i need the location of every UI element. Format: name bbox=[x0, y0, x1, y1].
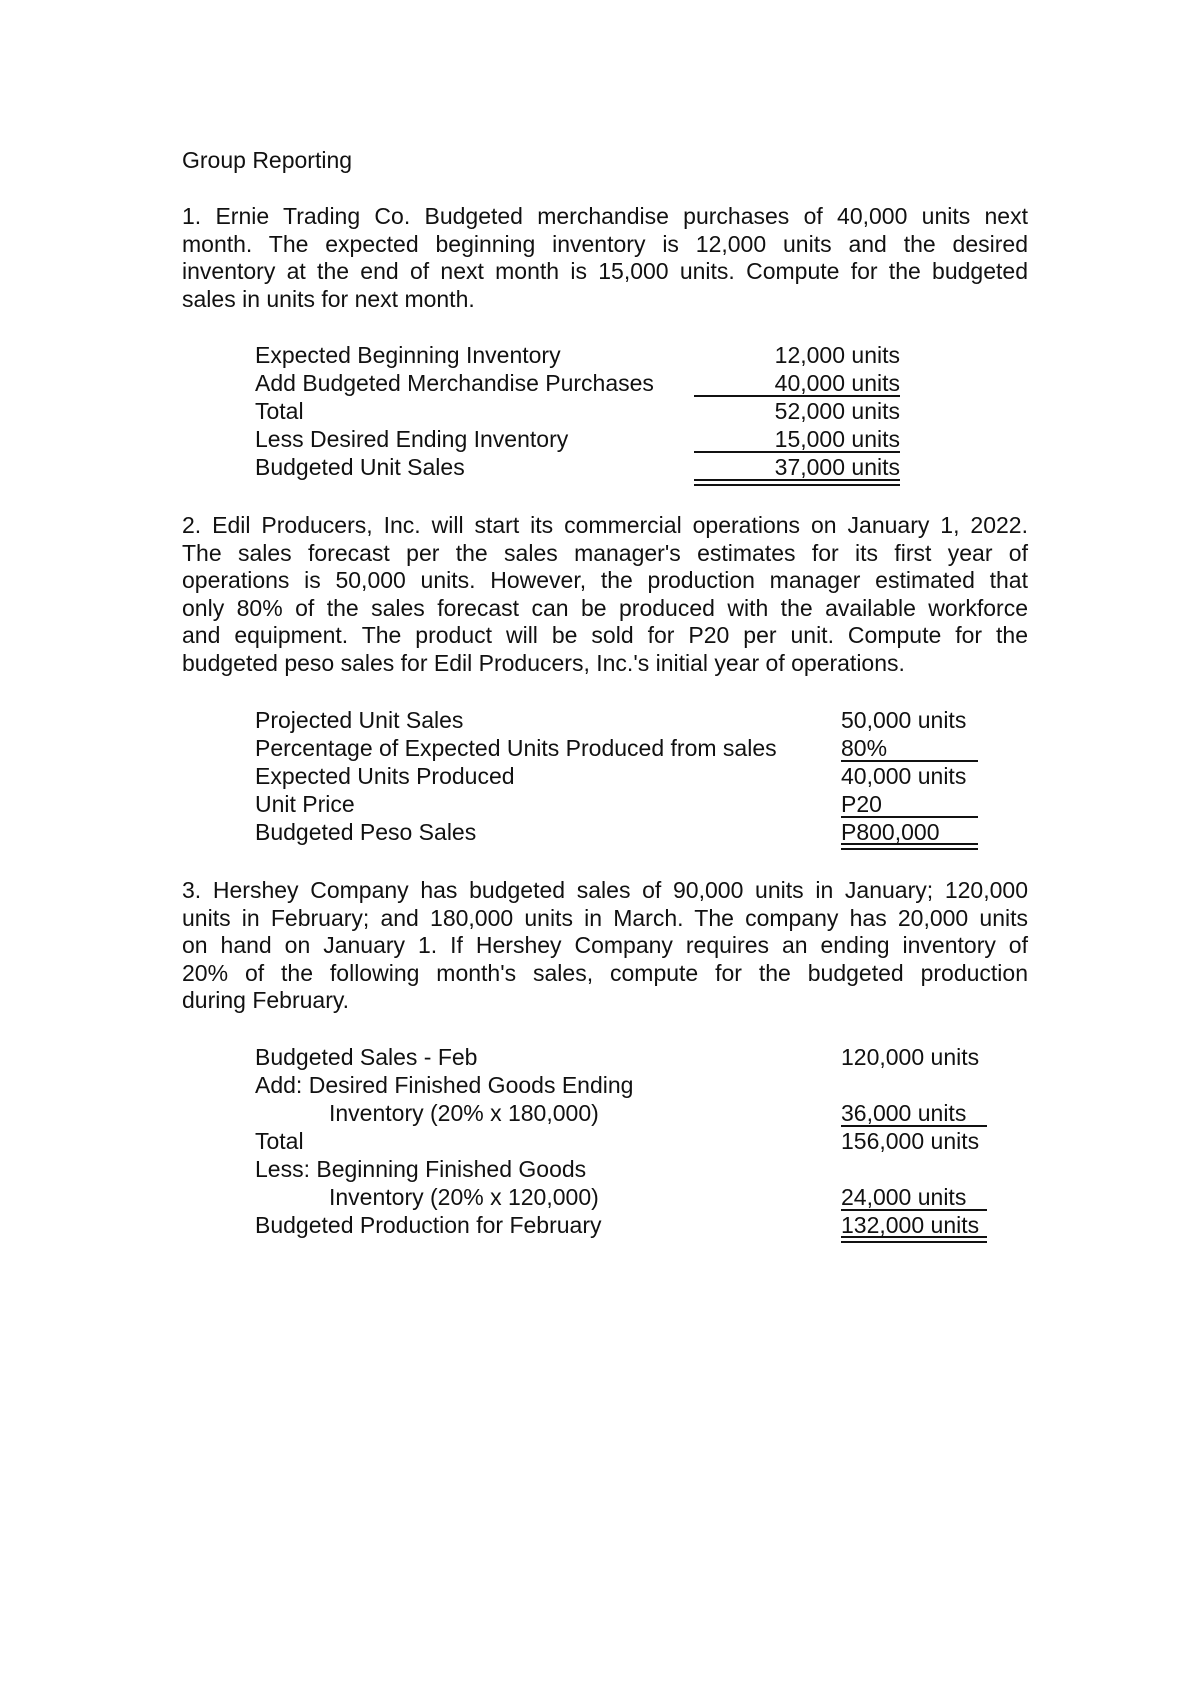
row-value: 156,000 units bbox=[841, 1128, 980, 1154]
row-label: Budgeted Sales - Feb bbox=[255, 1044, 478, 1070]
problem-3-line: on hand on January 1. If Hershey Company requires an ending inventory of bbox=[182, 932, 1028, 959]
row-value: 132,000 units bbox=[841, 1212, 980, 1238]
row-value: 80% bbox=[841, 735, 888, 761]
table-row bbox=[0, 1127, 1200, 1155]
problem-1-line: month. The expected beginning inventory is 12,000 units and the desired bbox=[182, 230, 1028, 257]
table-row bbox=[0, 1155, 1200, 1183]
total-double-underline bbox=[841, 1236, 987, 1243]
subtotal-underline bbox=[841, 760, 978, 762]
row-value: 50,000 units bbox=[841, 707, 967, 733]
problem-1-text bbox=[182, 203, 1028, 313]
problem-3-line: during February. bbox=[182, 987, 350, 1014]
total-double-underline bbox=[841, 843, 978, 850]
table-row bbox=[0, 1099, 1200, 1127]
row-label: Total bbox=[255, 1128, 304, 1154]
table-row bbox=[0, 341, 1200, 369]
problem-3-line: 3. Hershey Company has budgeted sales of 90,000 units in January; 120,000 bbox=[182, 877, 1028, 903]
row-value: 40,000 units bbox=[774, 370, 900, 396]
row-label: Percentage of Expected Units Produced from sales bbox=[255, 735, 777, 761]
problem-2-line: budgeted peso sales for Edil Producers, Inc.'s initial year of operations. bbox=[182, 649, 905, 676]
row-label: Budgeted Unit Sales bbox=[255, 454, 465, 480]
table-row bbox=[0, 706, 1200, 734]
table-row bbox=[0, 397, 1200, 425]
table-row bbox=[0, 453, 1200, 481]
problem-1-line: inventory at the end of next month is 15,000 units. Compute for the budgeted bbox=[182, 258, 1028, 285]
subtotal-underline bbox=[841, 1125, 987, 1127]
table-row bbox=[0, 369, 1200, 397]
row-value: 36,000 units bbox=[841, 1100, 967, 1126]
row-value: 52,000 units bbox=[774, 398, 900, 424]
document-title: Group Reporting bbox=[182, 147, 353, 173]
problem-3-line: 20% of the following month's sales, compute for the budgeted production bbox=[182, 959, 1028, 986]
row-value: 12,000 units bbox=[774, 342, 900, 368]
problem-3-line: units in February; and 180,000 units in March. The company has 20,000 units bbox=[182, 904, 1028, 931]
row-value: P20 bbox=[841, 791, 882, 817]
row-value: 40,000 units bbox=[841, 763, 967, 789]
table-row bbox=[0, 818, 1200, 846]
problem-1-line: 1. Ernie Trading Co. Budgeted merchandise purchases of 40,000 units next bbox=[182, 203, 1028, 229]
row-label: Unit Price bbox=[255, 791, 355, 817]
row-label: Expected Beginning Inventory bbox=[255, 342, 561, 368]
row-label: Inventory (20% x 120,000) bbox=[329, 1184, 599, 1210]
row-label: Less: Beginning Finished Goods bbox=[255, 1156, 587, 1182]
problem-3-text bbox=[182, 877, 1028, 1015]
table-row bbox=[0, 734, 1200, 762]
row-label: Budgeted Peso Sales bbox=[255, 819, 477, 845]
table-row bbox=[0, 1183, 1200, 1211]
row-value: 120,000 units bbox=[841, 1044, 980, 1070]
problem-2-line: The sales forecast per the sales manager's estimates for its first year of bbox=[182, 539, 1028, 566]
subtotal-underline bbox=[841, 816, 978, 818]
table-row bbox=[0, 1071, 1200, 1099]
problem-2-line: 2. Edil Producers, Inc. will start its commercial operations on January 1, 2022. bbox=[182, 512, 1028, 538]
row-label: Less Desired Ending Inventory bbox=[255, 426, 569, 452]
problem-2-line: only 80% of the sales forecast can be produced with the available workforce bbox=[182, 594, 1028, 621]
row-value: P800,000 bbox=[841, 819, 940, 845]
table-row bbox=[0, 425, 1200, 453]
row-value: 37,000 units bbox=[774, 454, 900, 480]
row-label: Inventory (20% x 180,000) bbox=[329, 1100, 599, 1126]
row-label: Add Budgeted Merchandise Purchases bbox=[255, 370, 654, 396]
table-row bbox=[0, 762, 1200, 790]
problem-1-line: sales in units for next month. bbox=[182, 285, 475, 312]
row-label: Budgeted Production for February bbox=[255, 1212, 602, 1238]
subtotal-underline bbox=[694, 451, 900, 453]
row-label: Expected Units Produced bbox=[255, 763, 515, 789]
total-double-underline bbox=[694, 479, 900, 486]
table-row bbox=[0, 790, 1200, 818]
row-label: Projected Unit Sales bbox=[255, 707, 464, 733]
problem-2-line: and equipment. The product will be sold for P20 per unit. Compute for the bbox=[182, 622, 1028, 649]
table-row bbox=[0, 1043, 1200, 1071]
subtotal-underline bbox=[841, 1209, 987, 1211]
table-row bbox=[0, 1211, 1200, 1239]
row-value: 15,000 units bbox=[774, 426, 900, 452]
problem-2-line: operations is 50,000 units. However, the production manager estimated that bbox=[182, 567, 1028, 594]
row-label: Total bbox=[255, 398, 304, 424]
row-value: 24,000 units bbox=[841, 1184, 967, 1210]
row-label: Add: Desired Finished Goods Ending bbox=[255, 1072, 634, 1098]
problem-2-text bbox=[182, 512, 1028, 678]
subtotal-underline bbox=[694, 395, 900, 397]
